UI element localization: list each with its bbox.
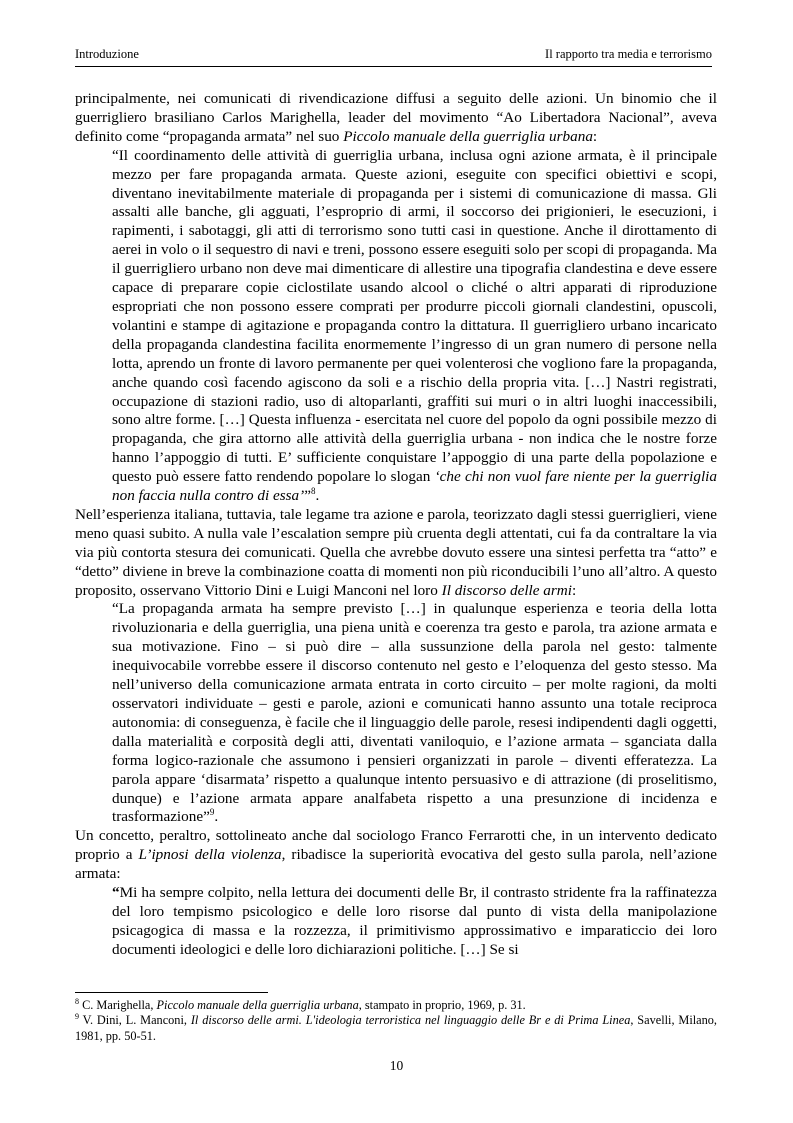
paragraph-text: Nell’esperienza italiana, tuttavia, tale legame tra azione e parola, teorizzato dagli stessi guerriglieri, viene meno quasi subito. A nulla vale l’escalation sempre più cruenta degli attentati, cui fa da contraltare la via via più contorta stesura dei comunicati. Quella che avrebbe dovuto essere una sintesi perfetta tra “atto” e “detto” diviene in breve la combinazione coatta di momenti non più riconducibili l’uno all’altro. A questo proposito, osservano Vittorio Dini e Luigi Manconi nel loro [75,505,717,599]
footnote-text: C. Marighella, [79,998,157,1012]
paragraph-1 [75,90,717,147]
quote-marighella [112,147,717,506]
main-text [75,90,717,960]
quote-dini-manconi [112,600,717,827]
quote-text: Mi ha sempre colpito, nella lettura dei documenti delle Br, il contrasto stridente fra la raffinatezza del loro tempismo psicologico e delle loro risorse dal punto di vista della manipolazione psicagogica di massa e la rozzezza, il primitivismo approssimativo e imparaticcio dei loro documenti ideologici e delle loro dichiarazioni politiche. […] Se si [112,884,717,958]
paragraph-2 [75,506,717,601]
footnote-text: , Savelli, Milano, 1981, pp. 50-51. [75,1013,718,1043]
paragraph-3 [75,827,717,884]
quote-text: “La propaganda armata ha sempre previsto […] in qualunque esperienza e teoria della lotta rivoluzionaria e della guerriglia, una piena unità e coerenza tra gesto e parola, tra azione armata e sua motivazione. Fino – si può dire – alla sussunzione della parola nel gesto: talmente inequivocabile vorrebbe essere il discorso contenuto nel gesto e l’eloquenza del gesto stesso. Ma nell’universo della comunicazione armata entrata in corto circuito – per molte ragioni, da molti osservatori individuate – gesti e parole, azioni e comunicati hanno assunto una totale reciproca autonomia: di conseguenza, è facile che il linguaggio delle parole, resesi indipendenti dagli oggetti, dalla materialità e corposità degli atti, diventati vaniloquio, e l’azione armata – sganciata dalla forma logico-razionale che assumono i pensieri organizzati in parole – diventi efferatezza. La parola appare ‘disarmata’ rispetto a qualunque intento persuasivo e di attrazione (di proselitismo, dunque) e l’azione armata appare analfabeta rispetto a una presunzione di incidenza e trasformazione” [112,600,717,826]
quote-text: ” [304,487,311,505]
running-header [75,47,712,65]
footnote-book-title: Piccolo manuale della guerriglia urbana [156,998,359,1012]
quote-open-mark: “ [112,884,120,902]
quote-slogan: ‘che chi non vuol fare niente per la guerriglia non faccia nulla contro di essa’ [112,468,717,505]
quote-text: . [214,808,219,826]
footnotes [75,998,717,1044]
footnote-9 [75,1013,717,1044]
paragraph-text: : [572,581,577,599]
book-title: Il discorso delle armi [441,581,572,599]
page-number: 10 [389,1058,404,1073]
paragraph-text: , ribadisce la superiorità evocativa del gesto sulla parola, nell’azione armata: [75,846,717,883]
header-chapter: Introduzione [75,47,139,61]
footnote-text: , stampato in proprio, 1969, p. 31. [358,998,526,1012]
footnote-8 [75,998,717,1013]
footnote-rule [75,992,268,993]
footnote-ref-8[interactable]: 8 [310,485,316,496]
footnote-ref-9[interactable]: 9 [209,807,215,818]
quote-ferrarotti [112,884,717,960]
header-title: Il rapporto tra media e terrorismo [545,47,712,61]
paragraph-text: Un concetto, peraltro, sottolineato anche dal sociologo Franco Ferrarotti che, in un intervento dedicato proprio a [75,827,717,864]
footnote-text: V. Dini, L. Manconi, [79,1013,191,1028]
book-title: Piccolo manuale della guerriglia urbana [343,127,593,145]
paragraph-text: principalmente, nei comunicati di rivendicazione diffusi a seguito delle azioni. Un binomio che il guerrigliero brasiliano Carlos Marighella, leader del movimento “Ao Libertadora Nacional”, aveva definito come “propaganda armata” nel suo [75,90,717,145]
paragraph-text: : [592,127,598,145]
footnote-number: 8 [75,996,79,1006]
footnote-book-title: Il discorso delle armi. L'ideologia terroristica nel linguaggio delle Br e di Prima Linea [190,1013,631,1028]
quote-text: . [315,487,320,505]
essay-title: L’ipnosi della violenza [138,846,282,864]
header-rule [75,66,712,67]
quote-text: “Il coordinamento delle attività di guerriglia urbana, inclusa ogni azione armata, è il principale mezzo per fare propaganda armata. Queste azioni, eseguite con specifici obiettivi e scopi, diventano inevitabilmente materiale di propaganda per i sistemi di comunicazione di massa. Gli assalti alle banche, gli agguati, l’esproprio di armi, il soccorso dei prigionieri, le esecuzioni, i rapimenti, i sabotaggi, gli atti di terrorismo sono tutti casi in questione. Anche il dirottamento di aerei in volo o il sequestro di navi e treni, possono essere eseguiti solo per scopi di propaganda. Ma il guerrigliero urbano non deve mai dimenticare di allestire una tipografia clandestina e deve essere capace di preparare copie ciclostilate usando alcool o cliché o altri apparati di riproduzione espropriati che non possono essere comprati per produrre piccoli giornali clandestini, opuscoli, volantini e stampe di agitazione e propaganda contro la dittatura. Il guerrigliero urbano incaricato della propaganda clandestina facilita enormemente l’ingresso di un gran numero di persone nella lotta, aprendo un fronte di lavoro permanente per quei volenterosi che vogliono fare la propaganda, anche quando così facendo agiscono da soli e a rischio della propria vita. […] Nastri registrati, occupazione di stazioni radio, uso di altoparlanti, graffiti sui muri o in altri luoghi inaccessibili, sono altre forme. […] Questa influenza - esercitata nel cuore del popolo da ogni possibile mezzo di propaganda, che gira attorno alle attività della guerriglia urbana - non indica che le nostre forze hanno l’appoggio di tutti. E’ sufficiente conquistare l’appoggio di una parte della popolazione e questo può essere fatto rendendo popolare lo slogan [112,146,717,486]
footnote-number: 9 [75,1012,79,1022]
